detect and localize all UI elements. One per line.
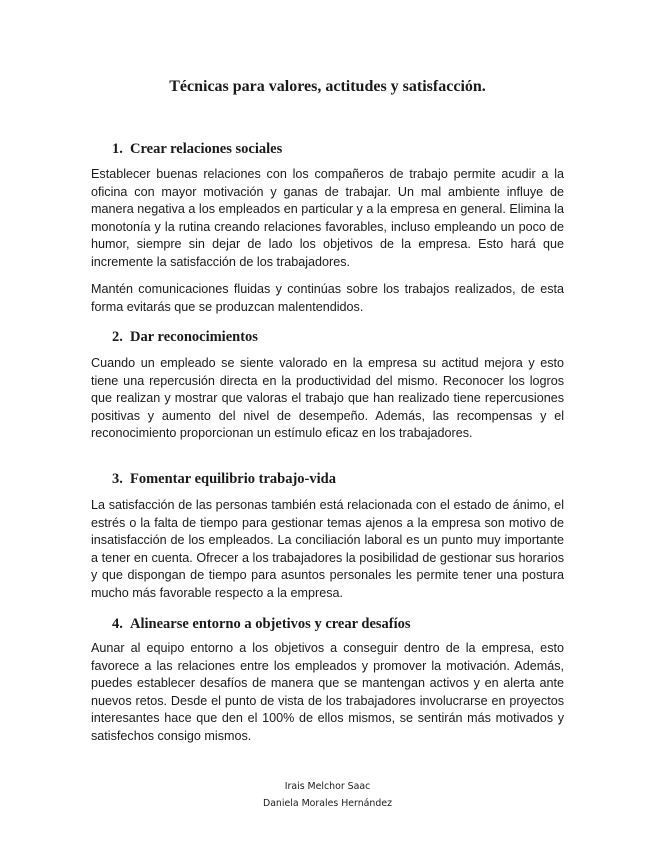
section-3-paragraph-1: La satisfacción de las personas también está relacionada con el estado de ánimo, el estrés o la falta de tiempo para gestionar temas ajenos a la empresa son motivo de insatisfacción de los empleados. La conciliación laboral es un punto muy importante a tener en cuenta. Ofrecer a los trabajadores la posibilidad de gestionar sus horarios y que dispongan de tiempo para asuntos personales les permite tener una postura mucho más favorable respecto a la empresa. <box>91 498 564 600</box>
footer-author-1: Irais Melchor Saac <box>284 781 371 792</box>
section-heading-4 <box>112 614 411 634</box>
footer-author-2: Daniela Morales Hernández <box>262 798 393 809</box>
section-title-2: Dar reconocimientos <box>130 329 258 345</box>
section-number-1: 1. <box>112 141 123 157</box>
section-title-4: Alinearse entorno a objetivos y crear desafíos <box>130 616 411 632</box>
section-heading-2 <box>112 327 258 347</box>
section-title-3: Fomentar equilibrio trabajo-vida <box>130 471 336 487</box>
section-heading-3 <box>112 469 336 489</box>
section-number-3: 3. <box>112 471 123 487</box>
section-number-2: 2. <box>112 329 123 345</box>
section-heading-1 <box>112 139 282 159</box>
section-title-1: Crear relaciones sociales <box>130 141 283 157</box>
document-title: Técnicas para valores, actitudes y satisfacción. <box>169 78 486 95</box>
section-2-paragraph-1: Cuando un empleado se siente valorado en la empresa su actitud mejora y esto tiene una repercusión directa en la productividad del mismo. Reconocer los logros que realizan y mostrar que valoras el trabajo que han realizado tiene repercusiones positivas y aumento del nivel de desempeño. Además, las recompensas y el reconocimiento proporcionan un estímulo eficaz en los trabajadores. <box>91 356 564 441</box>
section-1-paragraph-1: Establecer buenas relaciones con los compañeros de trabajo permite acudir a la oficina con mayor motivación y ganas de trabajar. Un mal ambiente influye de manera negativa a los empleados en particular y a la empresa en general. Elimina la monotonía y la rutina creando relaciones favorables, incluso empleando un poco de humor, siempre sin dejar de lado los objetivos de la empresa. Esto hará que incremente la satisfacción de los trabajadores. <box>91 167 564 269</box>
section-1-paragraph-2: Mantén comunicaciones fluidas y continúas sobre los trabajos realizados, de esta forma evitarás que se produzcan malentendidos. <box>91 282 564 314</box>
section-number-4: 4. <box>112 616 123 632</box>
section-4-paragraph-1: Aunar al equipo entorno a los objetivos a conseguir dentro de la empresa, esto favorece a las relaciones entre los empleados y promover la motivación. Además, puedes establecer desafíos de manera que se mantengan activos y en alerta ante nuevos retos. Desde el punto de vista de los trabajadores involucrarse en proyectos interesantes hace que den el 100% de ellos mismos, se sentirán más motivados y satisfechos consigo mismos. <box>91 641 564 743</box>
